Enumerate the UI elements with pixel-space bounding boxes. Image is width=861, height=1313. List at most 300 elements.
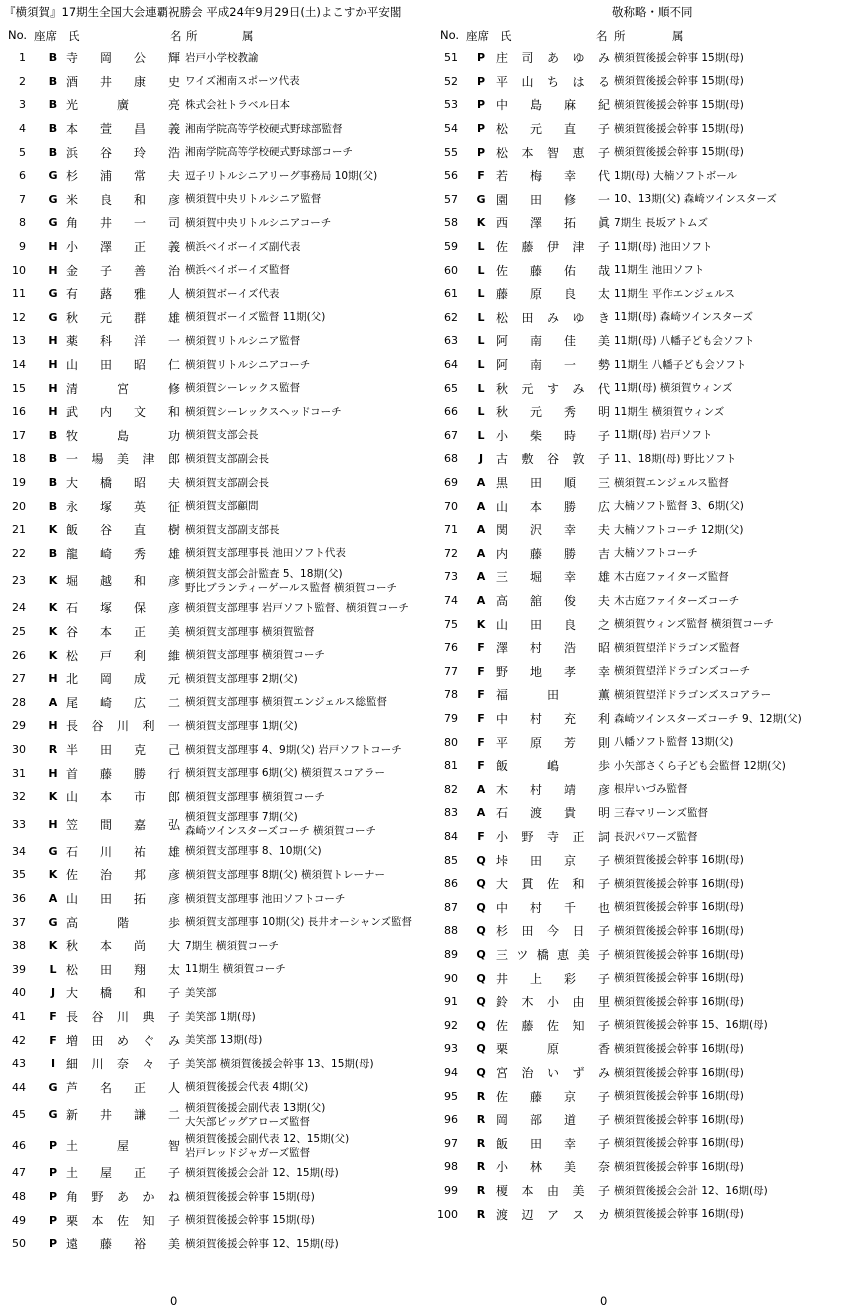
affiliation-line: 大楠ソフトコーチ <box>614 547 698 560</box>
table-row <box>432 778 861 802</box>
table-row <box>0 117 432 141</box>
row-number: 34 <box>12 844 26 858</box>
header-no: No. <box>8 28 28 42</box>
seat-code: B <box>48 51 58 65</box>
attendee-affiliation <box>614 282 735 306</box>
seat-code: A <box>476 546 486 560</box>
affiliation-line: 横須賀後援会幹事 12、15期(母) <box>185 1237 339 1250</box>
seat-code: G <box>48 915 58 929</box>
table-row <box>0 376 432 400</box>
attendee-affiliation <box>185 471 269 495</box>
table-row <box>432 117 861 141</box>
row-number: 48 <box>12 1190 26 1204</box>
row-number: 10 <box>12 263 26 277</box>
seat-code: F <box>477 688 485 702</box>
affiliation-line: 横須賀支部理事長 池田ソフト代表 <box>185 547 346 560</box>
row-number: 46 <box>12 1139 26 1153</box>
seat-code: A <box>476 476 486 490</box>
attendee-affiliation <box>614 494 744 518</box>
affiliation-line: 横須賀後援会幹事 15期(母) <box>614 75 744 88</box>
row-number: 92 <box>444 1018 458 1032</box>
table-row <box>432 282 861 306</box>
row-number: 90 <box>444 971 458 985</box>
attendee-name: 飯 谷 直 樹 <box>66 523 180 538</box>
affiliation-line: 横浜ベイボーイズ監督 <box>185 264 290 277</box>
seat-code: A <box>48 892 58 906</box>
affiliation-line: 横須賀後援会幹事 16期(母) <box>614 995 744 1008</box>
attendee-affiliation <box>614 1108 744 1132</box>
seat-code: L <box>477 334 485 348</box>
attendee-affiliation <box>614 825 697 849</box>
row-number: 1 <box>19 51 26 65</box>
attendee-name: 山 田 良 之 <box>496 617 610 632</box>
seat-code: F <box>477 735 485 749</box>
seat-code: K <box>48 523 58 537</box>
attendee-name: 光 廣 亮 <box>66 98 180 113</box>
table-row <box>0 353 432 377</box>
affiliation-line: 横須賀支部理事 6期(父) 横須賀スコアラー <box>185 767 386 780</box>
attendee-affiliation <box>614 258 704 282</box>
table-row <box>0 1028 432 1052</box>
attendee-name: 尾 崎 広 二 <box>66 695 180 710</box>
attendee-name: 秋 元 す み 代 <box>496 381 610 396</box>
attendee-name: 半 田 克 己 <box>66 743 180 758</box>
attendee-affiliation <box>614 636 740 660</box>
row-number: 99 <box>444 1184 458 1198</box>
affiliation-line: 横須賀支部理事 1期(父) <box>185 719 298 732</box>
attendee-affiliation <box>614 612 774 636</box>
affiliation-line: 横須賀後援会幹事 16期(母) <box>614 1042 744 1055</box>
attendee-name: 榎 本 由 美 子 <box>496 1184 610 1199</box>
attendee-affiliation <box>185 667 298 691</box>
seat-code: A <box>476 782 486 796</box>
seat-code: F <box>477 664 485 678</box>
seat-code: L <box>477 287 485 301</box>
attendee-name: 山 田 昭 仁 <box>66 358 180 373</box>
attendee-affiliation <box>614 730 733 754</box>
row-number: 6 <box>19 169 26 183</box>
seat-code: R <box>476 1113 486 1127</box>
row-number: 96 <box>444 1113 458 1127</box>
affiliation-line: 横須賀支部会計監査 5、18期(父) <box>185 567 343 580</box>
row-number: 47 <box>12 1166 26 1180</box>
affiliation-line: 横須賀中央リトルシニア監督 <box>185 193 322 206</box>
attendee-affiliation <box>185 235 300 259</box>
attendee-affiliation <box>185 424 259 448</box>
attendee-name: 秋 元 群 雄 <box>66 310 180 325</box>
row-number: 84 <box>444 830 458 844</box>
attendee-name: 高 舘 俊 夫 <box>496 594 610 609</box>
attendee-name: 平 山 ち は る <box>496 74 610 89</box>
attendee-affiliation <box>185 188 321 212</box>
attendee-name: 鈴 木 小 由 里 <box>496 995 610 1010</box>
affiliation-line: 11期生 平作エンジェルス <box>614 287 735 300</box>
attendee-name: 渡 辺 ア ス カ <box>496 1207 610 1222</box>
table-row <box>432 494 861 518</box>
affiliation-line: 株式会社トラベル日本 <box>185 98 290 111</box>
attendee-name: 井 上 彩 子 <box>496 971 610 986</box>
table-row <box>0 785 432 809</box>
table-row <box>0 306 432 330</box>
table-row <box>0 211 432 235</box>
attendee-affiliation <box>614 801 708 825</box>
attendee-affiliation <box>185 1130 349 1161</box>
row-number: 65 <box>444 381 458 395</box>
table-row <box>0 840 432 864</box>
table-row <box>432 683 861 707</box>
attendee-affiliation <box>614 778 688 802</box>
attendee-affiliation <box>185 258 290 282</box>
attendee-name: 土 屋 正 子 <box>66 1166 180 1181</box>
table-row <box>432 1037 861 1061</box>
attendee-affiliation <box>614 943 744 967</box>
attendee-name: 秋 本 尚 大 <box>66 939 180 954</box>
attendee-affiliation <box>185 958 286 982</box>
attendee-affiliation <box>614 117 744 141</box>
attendee-affiliation <box>185 643 325 667</box>
table-row <box>0 643 432 667</box>
attendee-name: 飯 嶋 歩 <box>496 759 610 774</box>
row-number: 52 <box>444 74 458 88</box>
table-row <box>432 1132 861 1156</box>
seat-code: H <box>48 358 58 372</box>
affiliation-line: 横須賀望洋ドラゴンズコーチ <box>614 665 751 678</box>
row-number: 27 <box>12 672 26 686</box>
attendee-affiliation <box>614 848 744 872</box>
table-row <box>432 188 861 212</box>
affiliation-line: 横須賀望洋ドラゴンズスコアラー <box>614 688 772 701</box>
seat-code: F <box>477 712 485 726</box>
seat-code: Q <box>476 1042 486 1056</box>
attendee-name: 松 元 直 子 <box>496 122 610 137</box>
attendee-name: 大 橋 昭 夫 <box>66 476 180 491</box>
row-number: 38 <box>12 939 26 953</box>
seat-code: P <box>476 98 486 112</box>
row-number: 22 <box>12 546 26 560</box>
affiliation-line: 横須賀シーレックスヘッドコーチ <box>185 405 342 418</box>
table-row <box>0 981 432 1005</box>
affiliation-line: 横須賀支部理事 横須賀コーチ <box>185 649 325 662</box>
row-number: 32 <box>12 790 26 804</box>
footer-count-right: 0 <box>600 1294 608 1308</box>
attendee-affiliation <box>185 1099 325 1130</box>
attendee-affiliation <box>614 140 744 164</box>
table-row <box>432 612 861 636</box>
attendee-name: 栗 本 佐 知 子 <box>66 1213 180 1228</box>
attendee-name: 薬 科 洋 一 <box>66 334 180 349</box>
seat-code: K <box>48 648 58 662</box>
table-row <box>0 596 432 620</box>
seat-code: P <box>48 1237 58 1251</box>
page-title: 『横須賀』17期生全国大会連覇祝勝会 平成24年9月29日(土)よこすか平安閣 <box>4 5 402 19</box>
affiliation-line: 横須賀後援会幹事 15、16期(母) <box>614 1019 768 1032</box>
row-number: 67 <box>444 428 458 442</box>
attendee-affiliation <box>185 140 353 164</box>
row-number: 64 <box>444 358 458 372</box>
attendee-affiliation <box>614 1202 744 1226</box>
row-number: 41 <box>12 1010 26 1024</box>
row-number: 58 <box>444 216 458 230</box>
affiliation-line: 横須賀支部理事 池田ソフトコーチ <box>185 892 346 905</box>
attendee-affiliation <box>614 211 708 235</box>
attendee-name: 有 蕗 雅 人 <box>66 287 180 302</box>
seat-code: L <box>49 962 57 976</box>
seat-code: G <box>48 1108 58 1122</box>
seat-code: K <box>476 617 486 631</box>
attendee-name: 寺 岡 公 輝 <box>66 51 180 66</box>
attendee-name: 永 塚 英 征 <box>66 499 180 514</box>
seat-code: I <box>50 1057 56 1071</box>
attendee-affiliation <box>185 46 259 70</box>
seat-code: H <box>48 381 58 395</box>
row-number: 24 <box>12 601 26 615</box>
attendee-name: 岡 部 道 子 <box>496 1113 610 1128</box>
table-row <box>0 1005 432 1029</box>
attendee-affiliation <box>185 306 325 330</box>
row-number: 33 <box>12 817 26 831</box>
attendee-name: 三 堀 幸 雄 <box>496 570 610 585</box>
seat-code: B <box>48 499 58 513</box>
seat-code: K <box>48 625 58 639</box>
attendee-affiliation <box>185 93 290 117</box>
attendee-name: 澤 村 浩 昭 <box>496 641 610 656</box>
affiliation-line: 横須賀支部副支部長 <box>185 523 280 536</box>
seat-code: B <box>48 98 58 112</box>
row-number: 98 <box>444 1160 458 1174</box>
attendee-affiliation <box>185 840 322 864</box>
header-affiliation-a: 所 <box>614 29 626 43</box>
table-row <box>0 93 432 117</box>
attendee-affiliation <box>614 1132 744 1156</box>
row-number: 75 <box>444 617 458 631</box>
table-row <box>432 754 861 778</box>
row-number: 14 <box>12 358 26 372</box>
row-number: 21 <box>12 523 26 537</box>
seat-code: B <box>48 145 58 159</box>
attendee-name: 清 宮 修 <box>66 381 180 396</box>
attendee-name: 杉 浦 常 夫 <box>66 169 180 184</box>
table-row <box>432 990 861 1014</box>
attendee-name: 阿 南 佳 美 <box>496 334 610 349</box>
affiliation-line: 横須賀中央リトルシニアコーチ <box>185 216 332 229</box>
seat-code: G <box>48 844 58 858</box>
table-row <box>432 471 861 495</box>
row-number: 59 <box>444 240 458 254</box>
attendee-name: 浜 谷 玲 浩 <box>66 145 180 160</box>
attendee-affiliation <box>185 863 385 887</box>
table-row <box>432 565 861 589</box>
affiliation-line: 岩戸レッドジャガーズ監督 <box>185 1146 311 1159</box>
table-row <box>0 910 432 934</box>
row-number: 3 <box>19 98 26 112</box>
affiliation-line: 横須賀支部理事 岩戸ソフト監督、横須賀コーチ <box>185 601 409 614</box>
affiliation-line: 大楠ソフトコーチ 12期(父) <box>614 523 744 536</box>
attendee-affiliation <box>185 494 259 518</box>
seat-code: H <box>48 334 58 348</box>
table-row <box>432 848 861 872</box>
seat-code: P <box>48 1139 58 1153</box>
affiliation-line: 横須賀支部理事 8期(父) 横須賀トレーナー <box>185 868 386 881</box>
header-affiliation-b: 属 <box>242 29 254 43</box>
row-number: 42 <box>12 1033 26 1047</box>
seat-code: K <box>48 574 58 588</box>
attendee-affiliation <box>614 896 744 920</box>
affiliation-line: 10、13期(父) 森崎ツインスターズ <box>614 193 777 206</box>
attendee-name: 福 田 薫 <box>496 688 610 703</box>
affiliation-line: 横須賀支部理事 7期(父) <box>185 811 298 824</box>
attendee-name: 小 林 美 奈 <box>496 1160 610 1175</box>
table-row <box>0 282 432 306</box>
seat-code: Q <box>476 900 486 914</box>
affiliation-line: 横須賀リトルシニアコーチ <box>185 358 311 371</box>
attendee-affiliation <box>185 887 345 911</box>
seat-code: B <box>48 428 58 442</box>
affiliation-line: 11期生 横須賀ウィンズ <box>614 405 725 418</box>
row-number: 39 <box>12 962 26 976</box>
table-row <box>0 70 432 94</box>
affiliation-line: 横須賀後援会副代表 12、15期(父) <box>185 1132 350 1145</box>
attendee-name: 小 野 寺 正 詞 <box>496 830 610 845</box>
header-name-given: 名 <box>170 29 182 43</box>
attendee-affiliation <box>614 188 777 212</box>
affiliation-line: 横須賀支部顧問 <box>185 500 259 513</box>
attendee-name: 角 野 あ か ね <box>66 1190 180 1205</box>
affiliation-line: 小矢部さくら子ども会監督 12期(父) <box>614 759 786 772</box>
attendee-affiliation <box>185 565 397 596</box>
attendee-name: 栗 原 香 <box>496 1042 610 1057</box>
attendee-affiliation <box>614 376 732 400</box>
attendee-name: 長 谷 川 典 子 <box>66 1010 180 1025</box>
row-number: 72 <box>444 546 458 560</box>
table-row <box>0 329 432 353</box>
row-number: 18 <box>12 452 26 466</box>
seat-code: G <box>48 310 58 324</box>
table-row <box>432 1155 861 1179</box>
seat-code: F <box>477 830 485 844</box>
table-row <box>0 934 432 958</box>
table-row <box>0 542 432 566</box>
attendee-affiliation <box>614 660 750 684</box>
affiliation-line: 横須賀後援会代表 4期(父) <box>185 1081 309 1094</box>
seat-code: Q <box>476 877 486 891</box>
affiliation-line: 大矢部ビッグアローズ監督 <box>185 1115 311 1128</box>
row-number: 93 <box>444 1042 458 1056</box>
table-row <box>432 424 861 448</box>
attendee-name: 遠 藤 裕 美 <box>66 1237 180 1252</box>
table-row <box>432 306 861 330</box>
affiliation-line: 横須賀ウィンズ監督 横須賀コーチ <box>614 618 774 631</box>
attendee-affiliation <box>614 872 744 896</box>
affiliation-line: 7期生 長坂アトムズ <box>614 216 709 229</box>
footer-count-left: 0 <box>170 1294 178 1308</box>
affiliation-line: 横須賀支部理事 10期(父) 長井オーシャンズ監督 <box>185 916 412 929</box>
table-row <box>432 211 861 235</box>
affiliation-line: 横須賀後援会幹事 15期(母) <box>614 51 744 64</box>
affiliation-line: 湘南学院高等学校硬式野球部コーチ <box>185 146 353 159</box>
attendee-name: 山 田 拓 彦 <box>66 892 180 907</box>
row-number: 69 <box>444 476 458 490</box>
attendee-name: 三 ツ 橋 恵 美 子 <box>496 948 610 963</box>
row-number: 60 <box>444 263 458 277</box>
attendee-name: 角 井 一 司 <box>66 216 180 231</box>
attendee-name: 若 梅 幸 代 <box>496 169 610 184</box>
seat-code: K <box>48 939 58 953</box>
seat-code: K <box>48 790 58 804</box>
attendee-affiliation <box>614 70 744 94</box>
attendee-name: 秋 元 秀 明 <box>496 405 610 420</box>
row-number: 95 <box>444 1089 458 1103</box>
seat-code: Q <box>476 1066 486 1080</box>
affiliation-line: 横須賀ボーイズ監督 11期(父) <box>185 311 326 324</box>
seat-code: Q <box>476 948 486 962</box>
table-row <box>0 1232 432 1256</box>
seat-code: P <box>476 145 486 159</box>
row-number: 74 <box>444 594 458 608</box>
seat-code: L <box>477 310 485 324</box>
attendee-affiliation <box>614 471 729 495</box>
table-row <box>0 809 432 840</box>
seat-code: R <box>476 1136 486 1150</box>
attendee-name: 木 村 靖 彦 <box>496 782 610 797</box>
attendee-affiliation <box>614 565 729 589</box>
attendee-name: 佐 藤 伊 津 子 <box>496 240 610 255</box>
row-number: 71 <box>444 523 458 537</box>
affiliation-line: 横浜ベイボーイズ副代表 <box>185 240 301 253</box>
seat-code: K <box>48 868 58 882</box>
table-row <box>0 667 432 691</box>
attendee-affiliation <box>185 211 331 235</box>
attendee-name: 野 地 孝 幸 <box>496 664 610 679</box>
table-row <box>432 140 861 164</box>
attendee-name: 垰 田 京 子 <box>496 853 610 868</box>
attendee-affiliation <box>185 714 298 738</box>
row-number: 100 <box>437 1207 458 1221</box>
affiliation-line: ワイズ湘南スポーツ代表 <box>185 75 300 88</box>
table-row <box>432 966 861 990</box>
attendee-affiliation <box>185 738 402 762</box>
table-row <box>432 46 861 70</box>
table-row <box>432 329 861 353</box>
seat-code: B <box>48 476 58 490</box>
seat-code: F <box>477 641 485 655</box>
attendee-name: 飯 田 幸 子 <box>496 1136 610 1151</box>
header-name-given: 名 <box>596 29 608 43</box>
seat-code: F <box>477 759 485 773</box>
row-number: 66 <box>444 405 458 419</box>
attendee-affiliation <box>185 691 387 715</box>
attendee-name: 大 貫 佐 和 子 <box>496 877 610 892</box>
table-row <box>0 235 432 259</box>
attendee-affiliation <box>185 447 269 471</box>
table-row <box>0 863 432 887</box>
attendee-name: 増 田 め ぐ み <box>66 1033 180 1048</box>
attendee-affiliation <box>185 1185 315 1209</box>
affiliation-line: 横須賀後援会幹事 16期(母) <box>614 854 744 867</box>
attendee-affiliation <box>614 990 744 1014</box>
attendee-affiliation <box>185 1052 374 1076</box>
attendee-name: 芦 名 正 人 <box>66 1080 180 1095</box>
attendee-name: 本 萱 昌 義 <box>66 122 180 137</box>
row-number: 15 <box>12 381 26 395</box>
table-row <box>432 1202 861 1226</box>
table-row <box>432 400 861 424</box>
row-number: 61 <box>444 287 458 301</box>
affiliation-line: 長沢パワーズ監督 <box>614 830 698 843</box>
table-row <box>0 738 432 762</box>
affiliation-line: 横須賀後援会幹事 16期(母) <box>614 877 744 890</box>
header-no: No. <box>440 28 460 42</box>
seat-code: P <box>476 122 486 136</box>
